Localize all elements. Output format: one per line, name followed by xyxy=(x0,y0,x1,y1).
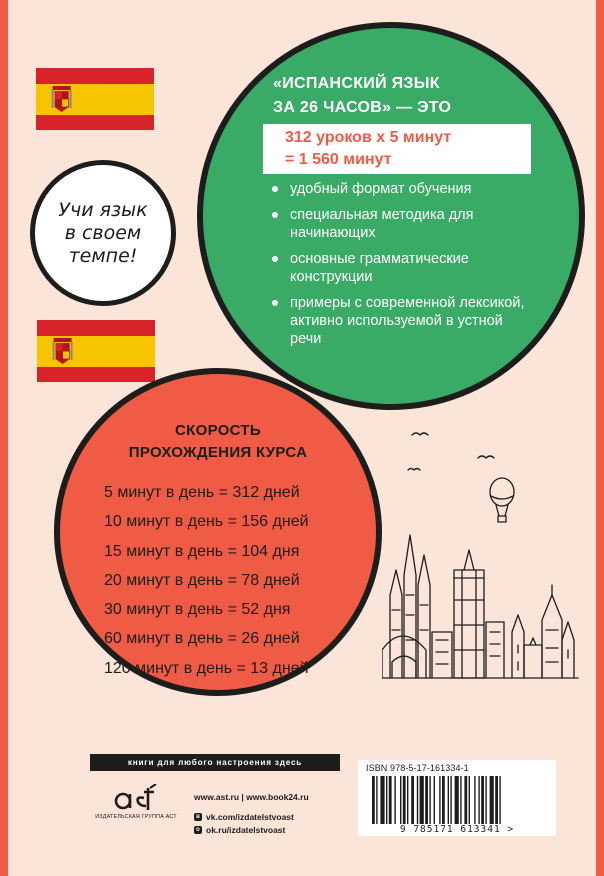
publisher-logo xyxy=(88,784,184,820)
barcode-bar xyxy=(499,776,500,824)
feature-item xyxy=(270,250,530,286)
publisher-caption: ИЗДАТЕЛЬСКАЯ ГРУППА АСТ xyxy=(95,814,177,820)
barcode-bar xyxy=(464,776,467,824)
barcode-bar xyxy=(495,776,498,824)
barcode-bar xyxy=(439,776,440,824)
speed-rate-item: 5 минут в день = 312 дней xyxy=(104,484,300,501)
feature-text: специальная методика для начинающих xyxy=(290,207,474,241)
speed-rate-item: 30 минут в день = 52 дня xyxy=(104,601,291,619)
barcode-bar xyxy=(450,776,451,824)
highlight-line: 312 уроков х 5 минут xyxy=(285,129,452,146)
barcode-bar xyxy=(376,776,377,824)
barcode-bar xyxy=(411,776,414,824)
barcode-bar xyxy=(474,776,475,824)
feature-text: основные грамматические конструкции xyxy=(290,251,469,285)
website-links[interactable]: www.ast.ru | www.book24.ru xyxy=(194,792,309,802)
barcode-bar xyxy=(434,776,435,824)
barcode-digits: 9 785171 613341 > xyxy=(399,824,515,835)
coat-of-arms-icon xyxy=(52,338,73,364)
course-title xyxy=(273,72,533,120)
barcode-bar xyxy=(407,776,408,824)
barcode-bar xyxy=(455,776,459,824)
vk-link[interactable] xyxy=(194,810,294,823)
isbn-number: ISBN 978-5-17-161334-1 xyxy=(366,763,469,773)
isbn-barcode xyxy=(358,760,556,836)
barcode-bar xyxy=(425,776,428,824)
vk-link-text: vk.com/izdatelstvoast xyxy=(206,811,294,822)
bullet-icon xyxy=(272,300,278,306)
barcelona-skyline-icon xyxy=(382,400,582,700)
speed-rate-item: 120 минут в день = 13 дней xyxy=(104,659,309,677)
motto-line: Учи язык xyxy=(58,198,148,221)
slogan-banner: книги для любого настроения здесь xyxy=(90,754,340,771)
vk-icon: в xyxy=(194,813,202,821)
spain-flag-icon xyxy=(37,320,155,382)
barcode-bar xyxy=(403,776,406,824)
barcode-bar xyxy=(460,776,461,824)
barcode-bar xyxy=(372,776,375,824)
feature-item xyxy=(270,206,530,242)
speed-title xyxy=(100,420,336,464)
barcode-bar xyxy=(485,776,486,824)
ok-link-text: ok.ru/izdatelstvoast xyxy=(206,824,286,835)
bullet-icon xyxy=(272,256,278,262)
odnoklassniki-link[interactable] xyxy=(194,823,294,836)
feature-item xyxy=(270,180,530,198)
feature-text: удобный формат обучения xyxy=(290,181,472,197)
speed-title-line: СКОРОСТЬ xyxy=(175,422,261,439)
barcode-bar xyxy=(490,776,494,824)
bullet-icon xyxy=(272,186,278,192)
bullet-icon xyxy=(272,212,278,218)
feature-item xyxy=(270,294,530,348)
spain-flag-icon xyxy=(36,68,154,130)
motto-line: в своем xyxy=(64,221,142,244)
speed-rate-item: 60 минут в день = 26 дней xyxy=(104,630,300,648)
ast-logo-icon xyxy=(114,784,158,812)
speed-rate-item: 10 минут в день = 156 дней xyxy=(104,513,309,531)
feature-text: примеры с современной лексикой, активно используемой в устной речи xyxy=(290,295,525,347)
barcode-bar xyxy=(389,776,392,824)
speed-rate-item: 20 минут в день = 78 дней xyxy=(104,571,300,589)
odnoklassniki-icon: о xyxy=(194,826,202,834)
feature-list xyxy=(270,180,530,356)
coat-of-arms-icon xyxy=(51,86,72,112)
speed-rate-list xyxy=(104,478,354,683)
barcode-bar xyxy=(417,776,418,824)
barcode-bar xyxy=(442,776,445,824)
barcode-bar xyxy=(478,776,479,824)
speed-rate-item: 15 минут в день = 104 дня xyxy=(104,542,300,560)
course-title-line: «ИСПАНСКИЙ ЯЗЫК xyxy=(273,75,440,92)
left-red-edge xyxy=(0,0,8,876)
barcode-icon xyxy=(372,776,544,824)
barcode-bar xyxy=(469,776,470,824)
barcode-bar xyxy=(429,776,430,824)
right-red-edge xyxy=(596,0,604,876)
highlight-line: = 1 560 минут xyxy=(285,151,392,168)
social-links xyxy=(194,810,294,836)
barcode-bar xyxy=(394,776,395,824)
motto-bubble xyxy=(30,160,176,306)
motto-line: темпе! xyxy=(68,244,138,267)
barcode-bar xyxy=(420,776,424,824)
barcode-bar xyxy=(481,776,484,824)
barcode-bar xyxy=(386,776,387,824)
barcode-bar xyxy=(448,776,449,824)
course-title-line: ЗА 26 ЧАСОВ» — ЭТО xyxy=(273,99,452,116)
lesson-count-highlight xyxy=(263,124,531,174)
barcode-bar xyxy=(380,776,384,824)
speed-title-line: ПРОХОЖДЕНИЯ КУРСА xyxy=(128,444,308,461)
barcode-bar xyxy=(400,776,401,824)
